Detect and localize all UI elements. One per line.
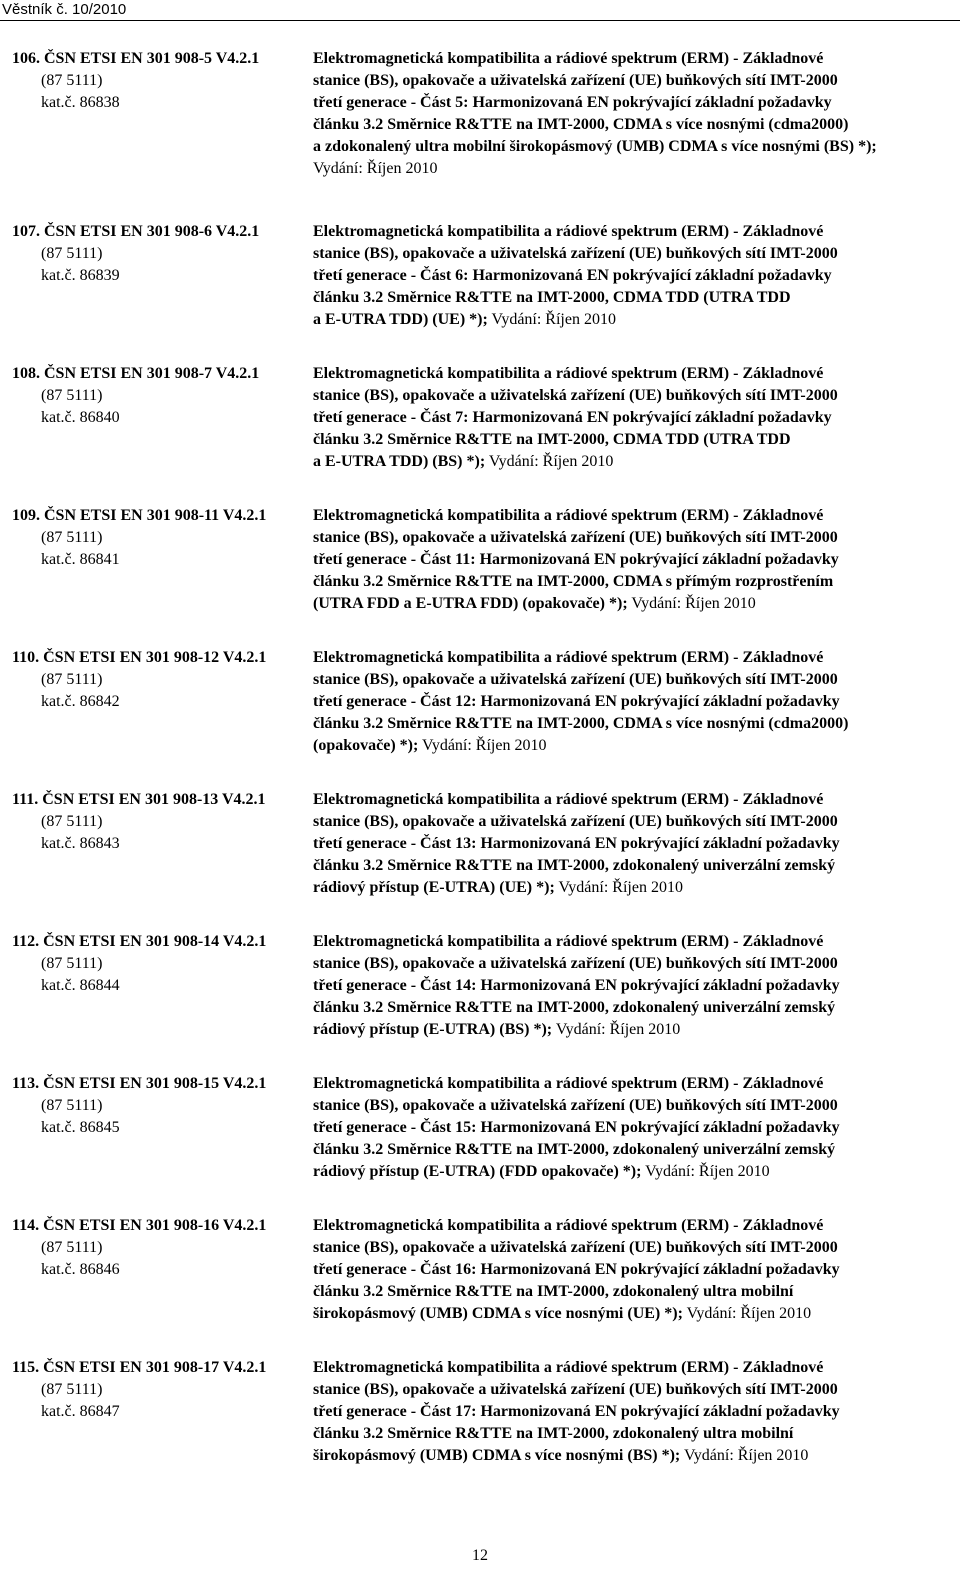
title-text: rádiový přístup (E-UTRA) (BS) *);	[313, 1021, 553, 1038]
entry-description	[313, 789, 925, 899]
title-text: článku 3.2 Směrnice R&TTE na IMT-2000, CDMA s přímým rozprostřením	[313, 573, 834, 590]
description-line	[313, 92, 925, 114]
description-line	[313, 1161, 925, 1183]
title-text: Elektromagnetická kompatibilita a rádiové spektrum (ERM) - Základnové	[313, 933, 824, 950]
title-text: článku 3.2 Směrnice R&TTE na IMT-2000, zdokonalený univerzální zemský	[313, 857, 836, 874]
classification-code: (87 5111)	[41, 671, 103, 688]
journal-title: Věstník č. 10/2010	[2, 1, 127, 18]
title-text: třetí generace - Část 6: Harmonizovaná EN pokrývající základní požadavky	[313, 267, 832, 284]
title-text: (UTRA FDD a E-UTRA FDD) (opakovače) *);	[313, 595, 628, 612]
catalogue-number: kat.č. 86842	[41, 693, 120, 710]
description-line	[313, 931, 925, 953]
description-line	[313, 1139, 925, 1161]
page-footer	[0, 1546, 960, 1566]
issue-date: Vydání: Říjen 2010	[491, 311, 616, 328]
classification-code: (87 5111)	[41, 1097, 103, 1114]
title-text: stanice (BS), opakovače a uživatelská zařízení (UE) buňkových sítí IMT-2000	[313, 671, 838, 688]
description-line	[313, 647, 925, 669]
description-line	[313, 811, 925, 833]
catalogue-number: kat.č. 86847	[41, 1403, 120, 1420]
description-line	[313, 309, 925, 331]
standard-number: 108. ČSN ETSI EN 301 908-7 V4.2.1	[12, 365, 260, 382]
issue-date: Vydání: Říjen 2010	[558, 879, 683, 896]
issue-date: Vydání: Říjen 2010	[631, 595, 756, 612]
catalogue-number: kat.č. 86844	[41, 977, 120, 994]
description-line	[313, 407, 925, 429]
title-text: a zdokonalený ultra mobilní širokopásmový (UMB) CDMA s více nosnými (BS) *);	[313, 138, 877, 155]
catalogue-number: kat.č. 86843	[41, 835, 120, 852]
classification-code: (87 5111)	[41, 245, 103, 262]
standard-number: 113. ČSN ETSI EN 301 908-15 V4.2.1	[12, 1075, 267, 1092]
title-text: článku 3.2 Směrnice R&TTE na IMT-2000, zdokonalený ultra mobilní	[313, 1283, 794, 1300]
issue-date: Vydání: Říjen 2010	[686, 1305, 812, 1322]
title-text: Elektromagnetická kompatibilita a rádiové spektrum (ERM) - Základnové	[313, 507, 824, 524]
title-text: Elektromagnetická kompatibilita a rádiové spektrum (ERM) - Základnové	[313, 1217, 824, 1234]
description-line	[313, 571, 925, 593]
catalogue-number: kat.č. 86839	[41, 267, 120, 284]
header-rule	[0, 20, 960, 21]
classification-code: (87 5111)	[41, 813, 103, 830]
classification-code: (87 5111)	[41, 1239, 103, 1256]
title-text: stanice (BS), opakovače a uživatelská zařízení (UE) buňkových sítí IMT-2000	[313, 72, 838, 89]
description-line	[313, 1281, 925, 1303]
standard-number: 112. ČSN ETSI EN 301 908-14 V4.2.1	[12, 933, 267, 950]
title-text: třetí generace - Část 14: Harmonizovaná EN pokrývající základní požadavky	[313, 977, 840, 994]
description-line	[313, 713, 925, 735]
title-text: stanice (BS), opakovače a uživatelská zařízení (UE) buňkových sítí IMT-2000	[313, 1097, 838, 1114]
description-line	[313, 735, 925, 757]
standard-number: 109. ČSN ETSI EN 301 908-11 V4.2.1	[12, 507, 267, 524]
title-text: rádiový přístup (E-UTRA) (FDD opakovače) *);	[313, 1163, 642, 1180]
issue-date: Vydání: Říjen 2010	[313, 160, 438, 177]
page-header	[0, 0, 960, 21]
description-line	[313, 1259, 925, 1281]
classification-code: (87 5111)	[41, 72, 103, 89]
description-line	[313, 265, 925, 287]
title-text: článku 3.2 Směrnice R&TTE na IMT-2000, CDMA TDD (UTRA TDD	[313, 289, 791, 306]
title-text: Elektromagnetická kompatibilita a rádiové spektrum (ERM) - Základnové	[313, 649, 824, 666]
issue-date: Vydání: Říjen 2010	[422, 737, 547, 754]
entry-description	[313, 1357, 925, 1467]
title-text: článku 3.2 Směrnice R&TTE na IMT-2000, zdokonalený ultra mobilní	[313, 1425, 794, 1442]
entry-description	[313, 221, 925, 331]
title-text: stanice (BS), opakovače a uživatelská zařízení (UE) buňkových sítí IMT-2000	[313, 1239, 838, 1256]
standard-number: 106. ČSN ETSI EN 301 908-5 V4.2.1	[12, 50, 260, 67]
title-text: článku 3.2 Směrnice R&TTE na IMT-2000, CDMA s více nosnými (cdma2000)	[313, 116, 849, 133]
description-line	[313, 158, 925, 180]
title-text: Elektromagnetická kompatibilita a rádiové spektrum (ERM) - Základnové	[313, 791, 824, 808]
description-line	[313, 1019, 925, 1041]
entry-description	[313, 1215, 925, 1325]
title-text: článku 3.2 Směrnice R&TTE na IMT-2000, zdokonalený univerzální zemský	[313, 999, 836, 1016]
standard-number: 114. ČSN ETSI EN 301 908-16 V4.2.1	[12, 1217, 267, 1234]
description-line	[313, 451, 925, 473]
description-line	[313, 114, 925, 136]
classification-code: (87 5111)	[41, 387, 103, 404]
issue-date: Vydání: Říjen 2010	[645, 1163, 770, 1180]
description-line	[313, 1445, 925, 1467]
classification-code: (87 5111)	[41, 1381, 103, 1398]
catalogue-number: kat.č. 86840	[41, 409, 120, 426]
title-text: stanice (BS), opakovače a uživatelská zařízení (UE) buňkových sítí IMT-2000	[313, 813, 838, 830]
title-text: článku 3.2 Směrnice R&TTE na IMT-2000, CDMA s více nosnými (cdma2000)	[313, 715, 849, 732]
description-line	[313, 1073, 925, 1095]
classification-code: (87 5111)	[41, 955, 103, 972]
issue-date: Vydání: Říjen 2010	[555, 1021, 681, 1038]
description-line	[313, 975, 925, 997]
entry-identifiers	[12, 48, 312, 114]
entry-identifiers	[12, 789, 312, 855]
description-line	[313, 855, 925, 877]
description-line	[313, 1303, 925, 1325]
description-line	[313, 1423, 925, 1445]
entry-description	[313, 505, 925, 615]
classification-code: (87 5111)	[41, 529, 103, 546]
title-text: Elektromagnetická kompatibilita a rádiové spektrum (ERM) - Základnové	[313, 1075, 824, 1092]
entry-description	[313, 363, 925, 473]
catalogue-number: kat.č. 86845	[41, 1119, 120, 1136]
catalogue-number: kat.č. 86846	[41, 1261, 120, 1278]
description-line	[313, 1215, 925, 1237]
title-text: třetí generace - Část 13: Harmonizovaná EN pokrývající základní požadavky	[313, 835, 840, 852]
title-text: třetí generace - Část 5: Harmonizovaná EN pokrývající základní požadavky	[313, 94, 832, 111]
description-line	[313, 429, 925, 451]
description-line	[313, 527, 925, 549]
entry-identifiers	[12, 647, 312, 713]
catalogue-number: kat.č. 86841	[41, 551, 120, 568]
entry-identifiers	[12, 505, 312, 571]
description-line	[313, 136, 925, 158]
title-text: třetí generace - Část 16: Harmonizovaná EN pokrývající základní požadavky	[313, 1261, 840, 1278]
description-line	[313, 1401, 925, 1423]
title-text: širokopásmový (UMB) CDMA s více nosnými (UE) *);	[313, 1305, 683, 1322]
description-line	[313, 593, 925, 615]
entry-description	[313, 48, 925, 180]
title-text: Elektromagnetická kompatibilita a rádiové spektrum (ERM) - Základnové	[313, 223, 824, 240]
title-text: článku 3.2 Směrnice R&TTE na IMT-2000, zdokonalený univerzální zemský	[313, 1141, 836, 1158]
entry-identifiers	[12, 363, 312, 429]
description-line	[313, 833, 925, 855]
entry-identifiers	[12, 931, 312, 997]
title-text: stanice (BS), opakovače a uživatelská zařízení (UE) buňkových sítí IMT-2000	[313, 387, 838, 404]
title-text: a E-UTRA TDD) (BS) *);	[313, 453, 486, 470]
entry-description	[313, 931, 925, 1041]
description-line	[313, 70, 925, 92]
standard-number: 115. ČSN ETSI EN 301 908-17 V4.2.1	[12, 1359, 267, 1376]
description-line	[313, 1379, 925, 1401]
entry-identifiers	[12, 1073, 312, 1139]
title-text: širokopásmový (UMB) CDMA s více nosnými (BS) *);	[313, 1447, 681, 1464]
title-text: třetí generace - Část 15: Harmonizovaná EN pokrývající základní požadavky	[313, 1119, 840, 1136]
entry-identifiers	[12, 1215, 312, 1281]
standard-number: 107. ČSN ETSI EN 301 908-6 V4.2.1	[12, 223, 260, 240]
description-line	[313, 221, 925, 243]
description-line	[313, 363, 925, 385]
description-line	[313, 953, 925, 975]
standard-number: 111. ČSN ETSI EN 301 908-13 V4.2.1	[12, 791, 266, 808]
title-text: a E-UTRA TDD) (UE) *);	[313, 311, 488, 328]
title-text: Elektromagnetická kompatibilita a rádiové spektrum (ERM) - Základnové	[313, 1359, 824, 1376]
issue-date: Vydání: Říjen 2010	[488, 453, 614, 470]
title-text: třetí generace - Část 11: Harmonizovaná EN pokrývající základní požadavky	[313, 551, 839, 568]
entry-description	[313, 647, 925, 757]
page-number: 12	[472, 1547, 488, 1564]
description-line	[313, 1357, 925, 1379]
title-text: stanice (BS), opakovače a uživatelská zařízení (UE) buňkových sítí IMT-2000	[313, 529, 838, 546]
description-line	[313, 505, 925, 527]
description-line	[313, 691, 925, 713]
description-line	[313, 243, 925, 265]
title-text: stanice (BS), opakovače a uživatelská zařízení (UE) buňkových sítí IMT-2000	[313, 1381, 838, 1398]
description-line	[313, 1095, 925, 1117]
description-line	[313, 48, 925, 70]
description-line	[313, 287, 925, 309]
entry-identifiers	[12, 1357, 312, 1423]
description-line	[313, 1117, 925, 1139]
description-line	[313, 877, 925, 899]
issue-date: Vydání: Říjen 2010	[683, 1447, 809, 1464]
entry-description	[313, 1073, 925, 1183]
title-text: třetí generace - Část 7: Harmonizovaná EN pokrývající základní požadavky	[313, 409, 832, 426]
description-line	[313, 549, 925, 571]
description-line	[313, 669, 925, 691]
title-text: třetí generace - Část 17: Harmonizovaná EN pokrývající základní požadavky	[313, 1403, 840, 1420]
description-line	[313, 997, 925, 1019]
title-text: (opakovače) *);	[313, 737, 419, 754]
title-text: Elektromagnetická kompatibilita a rádiové spektrum (ERM) - Základnové	[313, 50, 824, 67]
description-line	[313, 1237, 925, 1259]
description-line	[313, 789, 925, 811]
title-text: třetí generace - Část 12: Harmonizovaná EN pokrývající základní požadavky	[313, 693, 840, 710]
catalogue-number: kat.č. 86838	[41, 94, 120, 111]
title-text: stanice (BS), opakovače a uživatelská zařízení (UE) buňkových sítí IMT-2000	[313, 245, 838, 262]
entry-identifiers	[12, 221, 312, 287]
title-text: Elektromagnetická kompatibilita a rádiové spektrum (ERM) - Základnové	[313, 365, 824, 382]
standard-number: 110. ČSN ETSI EN 301 908-12 V4.2.1	[12, 649, 267, 666]
description-line	[313, 385, 925, 407]
title-text: článku 3.2 Směrnice R&TTE na IMT-2000, CDMA TDD (UTRA TDD	[313, 431, 791, 448]
title-text: stanice (BS), opakovače a uživatelská zařízení (UE) buňkových sítí IMT-2000	[313, 955, 838, 972]
title-text: rádiový přístup (E-UTRA) (UE) *);	[313, 879, 555, 896]
